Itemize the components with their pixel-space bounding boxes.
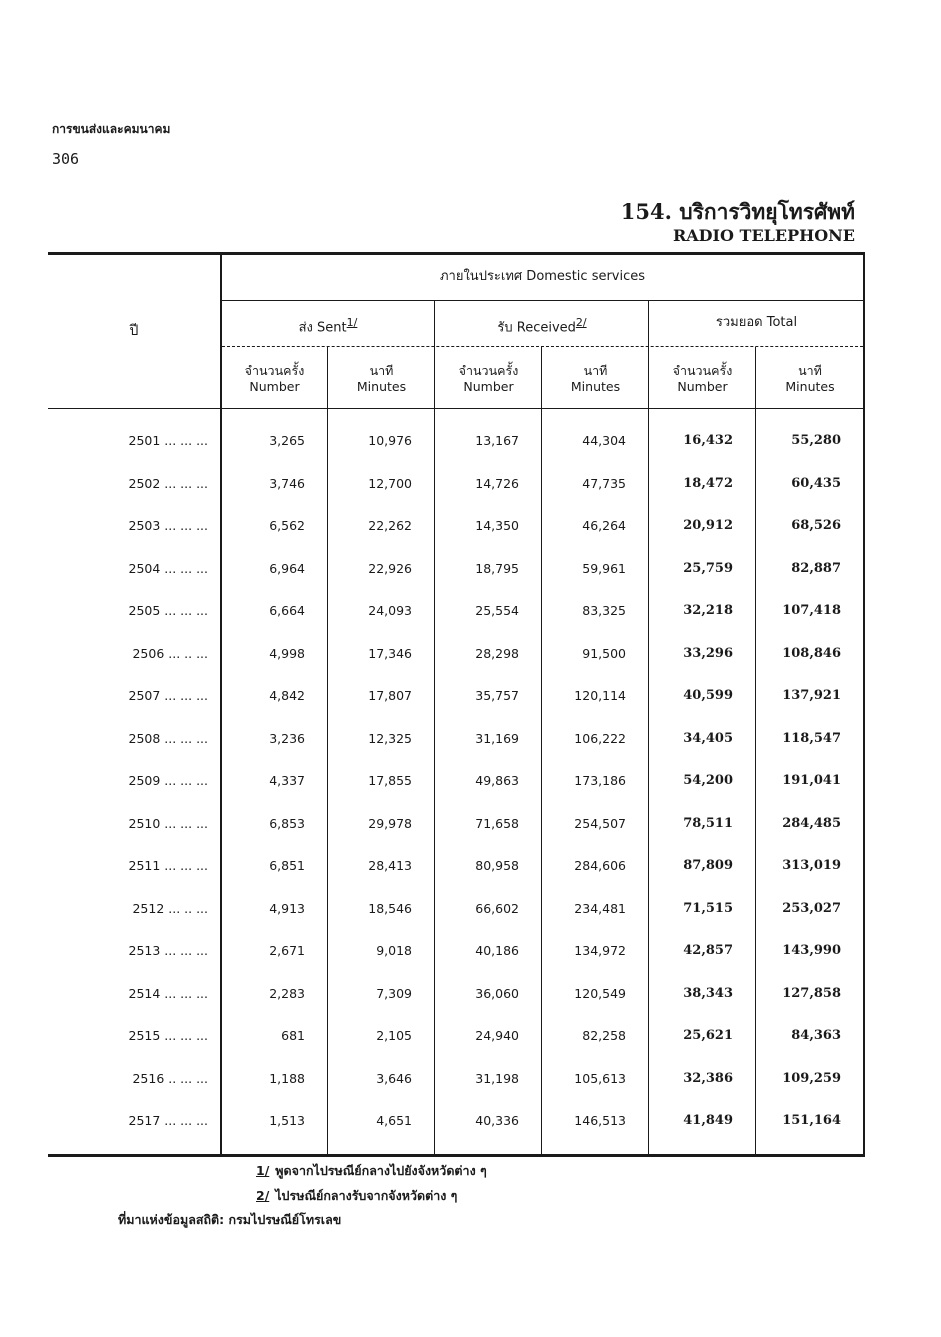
sent-n-cell: 4,998 [269, 645, 305, 661]
sent-number-header [222, 363, 327, 395]
year-cell: 2516 .. ... ... [132, 1070, 208, 1086]
header-divider [222, 346, 863, 347]
recv-n-cell: 80,958 [475, 858, 519, 873]
tot-m-cell: 109,259 [782, 1070, 841, 1086]
footnote-1-text: พูดจากไปรษณีย์กลางไปยังจังหวัดต่าง ๆ [275, 1163, 487, 1178]
table-row [48, 901, 863, 921]
column-divider [648, 301, 649, 1154]
sent-m-cell: 28,413 [368, 858, 412, 873]
recv-n-cell: 14,726 [475, 475, 519, 491]
tot-m-cell: 253,027 [782, 900, 841, 916]
recv-n-cell: 49,863 [475, 773, 519, 788]
total-number-header [650, 363, 755, 395]
tot-m-cell: 68,526 [791, 518, 841, 533]
header-divider [222, 300, 863, 301]
tot-m-cell: 60,435 [791, 475, 841, 491]
recv-n-cell: 31,198 [475, 1070, 519, 1086]
table-row [48, 816, 863, 836]
sent-header [222, 315, 434, 336]
recv-m-cell: 234,481 [574, 900, 626, 916]
year-cell: 2517 ... ... ... [128, 1113, 208, 1128]
tot-m-cell: 127,858 [782, 985, 841, 1001]
recv-m-cell: 146,513 [574, 1113, 626, 1128]
received-minutes-header [543, 363, 648, 395]
sent-m-cell: 3,646 [376, 1070, 412, 1086]
table-row [48, 773, 863, 793]
recv-n-cell: 24,940 [475, 1028, 519, 1043]
tot-n-cell: 32,386 [683, 1070, 733, 1086]
year-cell: 2515 ... ... ... [128, 1028, 208, 1043]
number-label-th: จำนวนครั้ง [672, 363, 733, 378]
sent-m-cell: 17,855 [368, 773, 412, 788]
tot-n-cell: 40,599 [683, 688, 733, 703]
minutes-label-th: นาที [583, 363, 608, 378]
sent-m-cell: 12,700 [368, 475, 412, 491]
number-label-th: จำนวนครั้ง [244, 363, 305, 378]
sent-n-cell: 2,671 [269, 943, 305, 958]
sent-n-cell: 1,513 [269, 1113, 305, 1128]
sent-m-cell: 29,978 [368, 815, 412, 831]
sent-m-cell: 2,105 [376, 1028, 412, 1043]
tot-n-cell: 38,343 [683, 985, 733, 1001]
tot-m-cell: 108,846 [782, 645, 841, 661]
table-row [48, 476, 863, 496]
footnote-2-mark: 2/ [256, 1188, 270, 1203]
sent-m-cell: 22,262 [368, 518, 412, 533]
header-bottom-rule [48, 408, 863, 409]
recv-m-cell: 91,500 [582, 645, 626, 661]
year-cell: 2511 ... ... ... [128, 858, 208, 873]
tot-m-cell: 55,280 [791, 433, 841, 448]
sent-m-cell: 17,346 [368, 645, 412, 661]
tot-m-cell: 191,041 [782, 773, 841, 788]
recv-m-cell: 82,258 [582, 1028, 626, 1043]
recv-m-cell: 47,735 [582, 475, 626, 491]
section-title: การขนส่งและคมนาคม [52, 122, 171, 136]
column-divider [434, 301, 435, 1154]
source-note: ที่มาแห่งข้อมูลสถิติ: กรมไปรษณีย์โทรเลข [118, 1212, 342, 1227]
tot-n-cell: 54,200 [683, 773, 733, 788]
sent-m-cell: 10,976 [368, 433, 412, 448]
table-row [48, 731, 863, 751]
sent-n-cell: 3,236 [269, 730, 305, 746]
tot-m-cell: 313,019 [782, 858, 841, 873]
sent-n-cell: 4,842 [269, 688, 305, 703]
recv-m-cell: 83,325 [582, 603, 626, 618]
sent-m-cell: 17,807 [368, 688, 412, 703]
sent-n-cell: 4,337 [269, 773, 305, 788]
tot-n-cell: 34,405 [683, 730, 733, 746]
table-row [48, 603, 863, 623]
table-row [48, 688, 863, 708]
recv-n-cell: 18,795 [475, 560, 519, 576]
sent-header-label: ส่ง Sent [298, 320, 347, 336]
recv-n-cell: 71,658 [475, 815, 519, 831]
sent-n-cell: 3,265 [269, 433, 305, 448]
sent-n-cell: 1,188 [269, 1070, 305, 1086]
sent-n-cell: 3,746 [269, 475, 305, 491]
sent-n-cell: 4,913 [269, 900, 305, 916]
tot-n-cell: 71,515 [683, 900, 733, 916]
tot-m-cell: 107,418 [782, 603, 841, 618]
recv-m-cell: 120,549 [574, 985, 626, 1001]
year-cell: 2513 ... ... ... [128, 943, 208, 958]
year-cell: 2503 ... ... ... [128, 518, 208, 533]
recv-m-cell: 134,972 [574, 943, 626, 958]
page-number: 306 [52, 150, 80, 168]
table-row [48, 943, 863, 963]
recv-n-cell: 66,602 [475, 900, 519, 916]
recv-n-cell: 40,336 [475, 1113, 519, 1128]
sent-n-cell: 6,664 [269, 603, 305, 618]
table-row [48, 1113, 863, 1133]
sent-n-cell: 6,562 [269, 518, 305, 533]
recv-m-cell: 254,507 [574, 815, 626, 831]
footnote-2-text: ไปรษณีย์กลางรับจากจังหวัดต่าง ๆ [275, 1188, 458, 1203]
sent-m-cell: 4,651 [376, 1113, 412, 1128]
total-header: รวมยอด Total [715, 315, 798, 330]
year-header: ปี [129, 323, 139, 339]
recv-n-cell: 25,554 [475, 603, 519, 618]
table-row [48, 518, 863, 538]
received-header-label: รับ Received [497, 320, 576, 336]
table-title-english: RADIO TELEPHONE [672, 226, 855, 245]
recv-m-cell: 120,114 [574, 688, 626, 703]
recv-n-cell: 31,169 [475, 730, 519, 746]
year-cell: 2508 ... ... ... [128, 730, 208, 746]
tot-n-cell: 32,218 [683, 603, 733, 618]
year-cell: 2509 ... ... ... [128, 773, 208, 788]
sent-m-cell: 24,093 [368, 603, 412, 618]
radio-telephone-table [48, 252, 865, 1157]
footnote-2 [256, 1186, 457, 1206]
sent-n-cell: 2,283 [269, 985, 305, 1001]
recv-m-cell: 173,186 [574, 773, 626, 788]
tot-m-cell: 118,547 [782, 730, 841, 746]
sent-n-cell: 6,851 [269, 858, 305, 873]
table-row [48, 1028, 863, 1048]
recv-n-cell: 28,298 [475, 645, 519, 661]
number-label-en: Number [249, 379, 300, 394]
sent-footnote-mark: 1/ [346, 316, 358, 329]
tot-n-cell: 33,296 [683, 645, 733, 661]
year-cell: 2505 ... ... ... [128, 603, 208, 618]
year-cell: 2502 ... ... ... [128, 475, 208, 491]
tot-n-cell: 25,759 [683, 560, 733, 576]
table-row [48, 1071, 863, 1091]
recv-m-cell: 59,961 [582, 560, 626, 576]
year-cell: 2504 ... ... ... [128, 560, 208, 576]
sent-n-cell: 6,964 [269, 560, 305, 576]
sent-minutes-header [329, 363, 434, 395]
tot-m-cell: 284,485 [782, 815, 841, 831]
recv-n-cell: 40,186 [475, 943, 519, 958]
table-row [48, 433, 863, 453]
table-title-thai: 154. บริการวิทยุโทรศัพท์ [620, 199, 855, 224]
tot-n-cell: 20,912 [683, 518, 733, 533]
sent-n-cell: 681 [281, 1028, 305, 1043]
tot-n-cell: 87,809 [683, 858, 733, 873]
table-row [48, 646, 863, 666]
minutes-label-en: Minutes [785, 379, 835, 394]
minutes-label-en: Minutes [570, 379, 621, 394]
minutes-label-en: Minutes [356, 379, 407, 394]
year-cell: 2506 ... .. ... [132, 645, 208, 661]
year-cell: 2501 ... ... ... [128, 433, 208, 448]
recv-n-cell: 36,060 [475, 985, 519, 1001]
footnote-1 [256, 1161, 487, 1181]
year-cell: 2514 ... ... ... [128, 985, 208, 1001]
number-label-th: จำนวนครั้ง [458, 363, 519, 378]
received-number-header [436, 363, 541, 395]
sent-m-cell: 7,309 [376, 985, 412, 1001]
year-cell: 2507 ... ... ... [128, 688, 208, 703]
recv-n-cell: 14,350 [475, 518, 519, 533]
tot-m-cell: 151,164 [782, 1113, 841, 1128]
footnote-1-mark: 1/ [256, 1163, 270, 1178]
year-cell: 2510 ... ... ... [128, 815, 208, 831]
recv-m-cell: 105,613 [574, 1070, 626, 1086]
sent-n-cell: 6,853 [269, 815, 305, 831]
tot-m-cell: 137,921 [782, 688, 841, 703]
year-cell: 2512 ... .. ... [132, 900, 208, 916]
recv-m-cell: 46,264 [582, 518, 626, 533]
tot-n-cell: 42,857 [683, 943, 733, 958]
tot-n-cell: 18,472 [683, 475, 733, 491]
tot-n-cell: 41,849 [683, 1113, 733, 1128]
recv-n-cell: 35,757 [475, 688, 519, 703]
number-label-en: Number [677, 379, 728, 394]
number-label-en: Number [463, 379, 514, 394]
table-row [48, 858, 863, 878]
tot-n-cell: 25,621 [683, 1028, 733, 1043]
received-header [436, 315, 648, 336]
sent-m-cell: 22,926 [368, 560, 412, 576]
recv-m-cell: 284,606 [574, 858, 626, 873]
recv-m-cell: 44,304 [582, 433, 626, 448]
recv-m-cell: 106,222 [574, 730, 626, 746]
tot-n-cell: 16,432 [683, 433, 733, 448]
tot-m-cell: 143,990 [782, 943, 841, 958]
domestic-services-header: ภายในประเทศ Domestic services [439, 269, 646, 284]
minutes-label-th: นาที [369, 363, 394, 378]
sent-m-cell: 12,325 [368, 730, 412, 746]
sent-m-cell: 18,546 [368, 900, 412, 916]
table-row [48, 986, 863, 1006]
sent-m-cell: 9,018 [376, 943, 412, 958]
tot-m-cell: 84,363 [791, 1028, 841, 1043]
table-row [48, 561, 863, 581]
tot-m-cell: 82,887 [791, 560, 841, 576]
total-minutes-header [757, 363, 863, 395]
minutes-label-th: นาที [798, 363, 822, 378]
tot-n-cell: 78,511 [683, 815, 733, 831]
received-footnote-mark: 2/ [575, 316, 587, 329]
recv-n-cell: 13,167 [475, 433, 519, 448]
